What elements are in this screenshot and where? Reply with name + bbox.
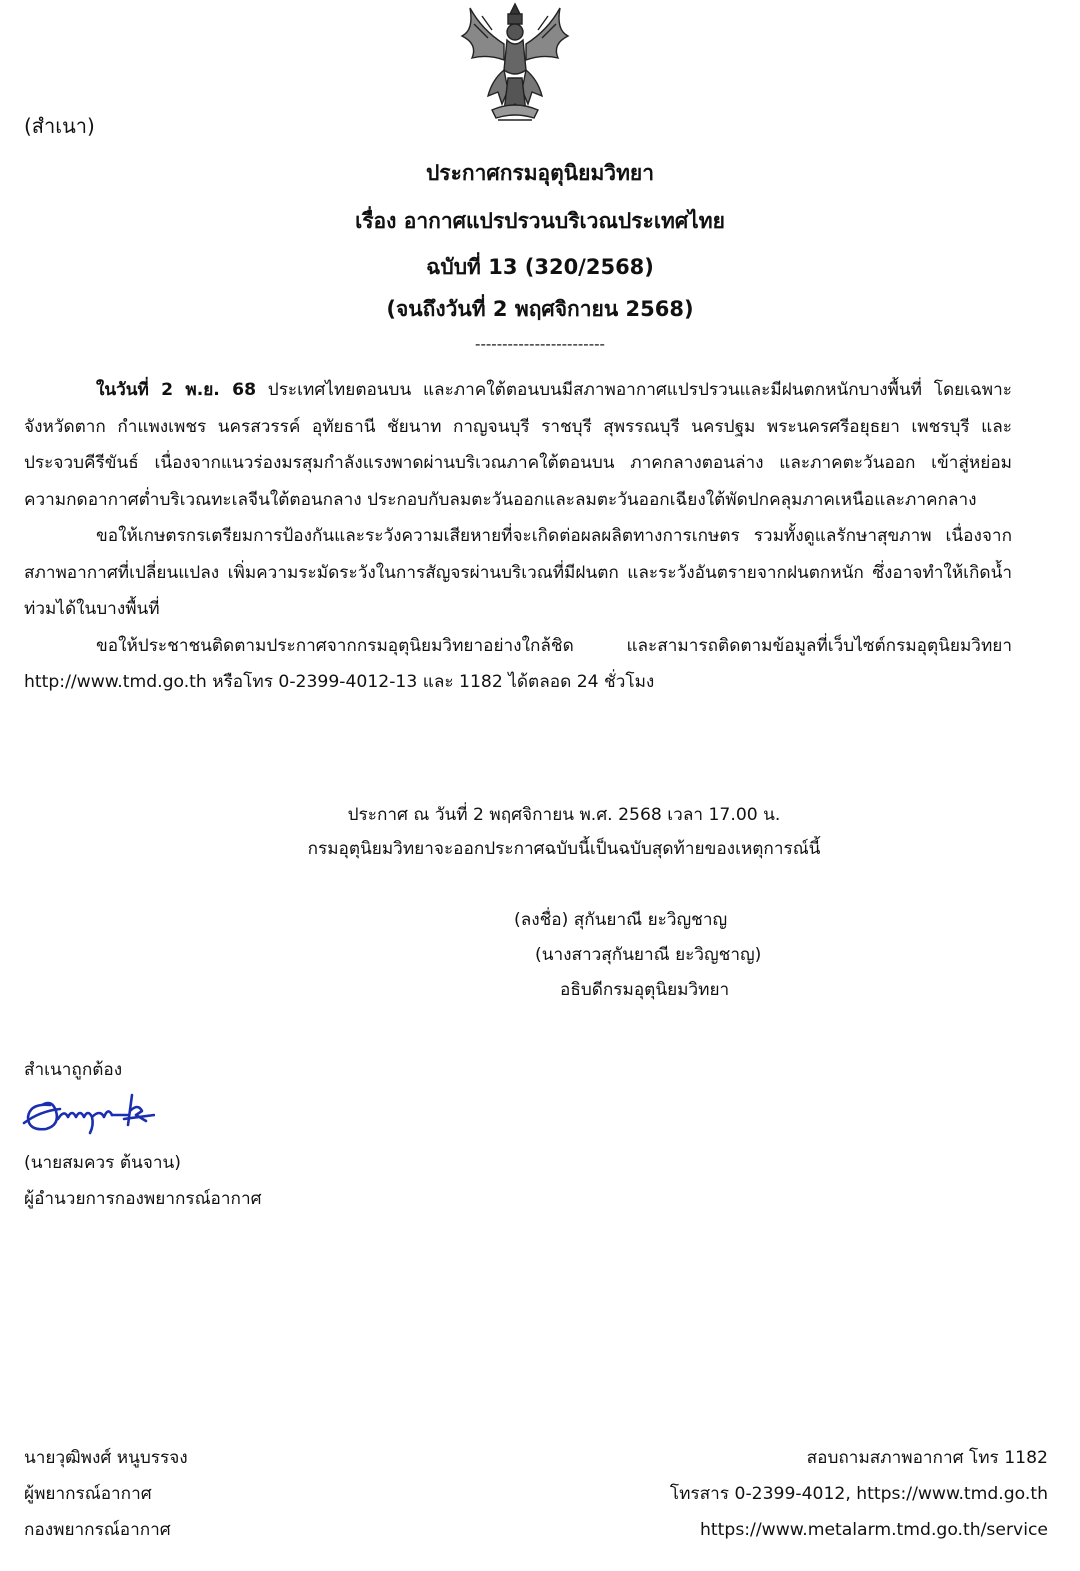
contact-fax: โทรสาร 0-2399-4012, https://www.tmd.go.th	[669, 1484, 1048, 1504]
final-issue-note: กรมอุตุนิยมวิทยาจะออกประกาศฉบับนี้เป็นฉบับสุดท้ายของเหตุการณ์นี้	[307, 839, 821, 859]
contact-url: https://www.metalarm.tmd.go.th/service	[700, 1520, 1048, 1540]
handwritten-signature-icon	[20, 1085, 155, 1140]
announcement-date-range: (จนถึงวันที่ 2 พฤศจิกายน 2568)	[386, 297, 694, 321]
certified-copy-label: สำเนาถูกต้อง	[24, 1060, 123, 1080]
divider: ------------------------	[475, 335, 605, 353]
garuda-emblem-icon	[452, 0, 578, 126]
signatory-signed: (ลงชื่อ) สุกันยาณี ยะวิญชาญ	[514, 910, 728, 930]
announcement-title: ประกาศกรมอุตุนิยมวิทยา	[425, 161, 655, 185]
announcement-body	[24, 372, 1012, 701]
paragraph-contact: ขอให้ประชาชนติดตามประกาศจากกรมอุตุนิยมวิทยาอย่างใกล้ชิด และสามารถติดตามข้อมูลที่เว็บไซต์กรมอุตุนิยมวิทยา http://www.tmd.go.th หรือโทร 0-2399-4012-13 และ 1182 ได้ตลอด 24 ชั่วโมง	[24, 635, 1012, 692]
certifier-name: (นายสมควร ต้นจาน)	[24, 1153, 181, 1173]
signatory-position: อธิบดีกรมอุตุนิยมวิทยา	[560, 980, 730, 1000]
contact-inquiry: สอบถามสภาพอากาศ โทร 1182	[806, 1448, 1048, 1468]
paragraph-warning: ขอให้เกษตรกรเตรียมการป้องกันและระวังความเสียหายที่จะเกิดต่อผลผลิตทางการเกษตร รวมทั้งดูแลรักษาสุขภาพ เนื่องจากสภาพอากาศที่เปลี่ยนแปลง เพิ่มความระมัดระวังในการสัญจรผ่านบริเวณที่มีฝนตก และระวังอันตรายจากฝนตกหนัก ซึ่งอาจทำให้เกิดน้ำท่วมได้ในบางพื้นที่	[24, 526, 1012, 619]
forecaster-block	[24, 1440, 188, 1548]
forecaster-name: นายวุฒิพงศ์ หนูบรรจง	[24, 1448, 188, 1468]
copy-label: (สำเนา)	[24, 114, 95, 138]
certifier-position: ผู้อำนวยการกองพยากรณ์อากาศ	[24, 1189, 262, 1209]
paragraph-situation	[24, 372, 1012, 518]
paragraph-date-lead: ในวันที่ 2 พ.ย. 68	[96, 380, 257, 400]
contact-block	[670, 1440, 1048, 1548]
forecaster-division: กองพยากรณ์อากาศ	[24, 1520, 171, 1540]
announcement-issue-number: ฉบับที่ 13 (320/2568)	[426, 255, 654, 279]
signatory-name: (นางสาวสุกันยาณี ยะวิญชาญ)	[535, 945, 762, 965]
forecaster-role: ผู้พยากรณ์อากาศ	[24, 1484, 152, 1504]
paragraph-situation-text: ประเทศไทยตอนบน และภาคใต้ตอนบนมีสภาพอากาศแปรปรวนและมีฝนตกหนักบางพื้นที่ โดยเฉพาะจังหวัดตาก กำแพงเพชร นครสวรรค์ อุทัยธานี ชัยนาท กาญจนบุรี ราชบุรี สุพรรณบุรี นครปฐม พระนครศรีอยุธยา เพชรบุรี และประจวบคีรีขันธ์ เนื่องจากแนวร่องมรสุมกำลังแรงพาดผ่านบริเวณภาคใต้ตอนบน ภาคกลางตอนล่าง และภาคตะวันออก เข้าสู่หย่อมความกดอากาศต่ำบริเวณทะเลจีนใต้ตอนกลาง ประกอบกับลมตะวันออกและลมตะวันออกเฉียงใต้พัดปกคลุมภาคเหนือและภาคกลาง	[24, 380, 1012, 510]
announcement-subject: เรื่อง อากาศแปรปรวนบริเวณประเทศไทย	[355, 209, 725, 233]
announcement-date-line: ประกาศ ณ วันที่ 2 พฤศจิกายน พ.ศ. 2568 เวลา 17.00 น.	[347, 805, 781, 825]
